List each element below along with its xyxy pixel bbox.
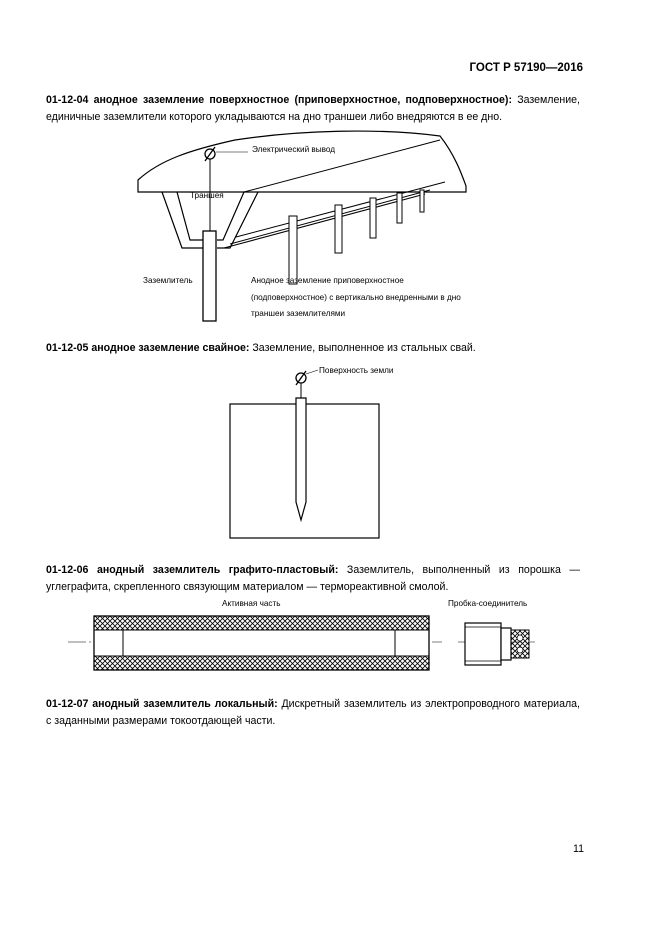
term-01-12-06: [46, 562, 580, 596]
plug-connector-label: Пробка-соединитель: [448, 599, 528, 608]
figure-pile-grounding: [0, 362, 661, 542]
ground-surface-label: Поверхность земли: [319, 366, 394, 375]
term-01-12-05: [46, 340, 580, 357]
figure-graphite-electrode: [0, 596, 661, 686]
page-number: 11: [573, 843, 584, 855]
active-part-label: Активная часть: [222, 599, 281, 608]
term-01-12-07: [46, 696, 580, 730]
term-definition: Дискретный заземлитель из электропроводного материала, с заданными размерами токоотдающей части.: [46, 698, 580, 727]
term-definition: Заземлитель, выполненный из порошка — углеграфита, скрепленного связующим материалом — термореактивной смолой.: [46, 564, 580, 593]
term-heading: 01-12-07 анодный заземлитель локальный:: [46, 698, 278, 710]
standard-code: ГОСТ Р 57190—2016: [469, 62, 583, 74]
trench-label: Траншея: [190, 191, 224, 200]
caption-line-3: траншеи заземлителями: [251, 309, 346, 318]
term-definition: Заземление, выполненное из стальных свай.: [249, 342, 476, 354]
caption-line-2: (подповерхностное) с вертикально внедренными в дно: [251, 293, 461, 302]
term-heading: 01-12-06 анодный заземлитель графито-пластовый:: [46, 564, 339, 576]
caption-line-1: Анодное заземление приповерхностное: [251, 276, 404, 285]
figure-surface-grounding: [0, 130, 661, 330]
term-definition: Заземление, единичные заземлители которого укладываются на дно траншеи либо внедряются в ее дно.: [46, 94, 580, 123]
term-heading: 01-12-05 анодное заземление свайное:: [46, 342, 250, 354]
term-01-12-04: [46, 92, 580, 126]
terminal-label: Электрический вывод: [252, 145, 336, 154]
term-heading: 01-12-04 анодное заземление поверхностное (приповерхностное, подповерхностное):: [46, 94, 512, 106]
electrode-label: Заземлитель: [143, 276, 193, 285]
